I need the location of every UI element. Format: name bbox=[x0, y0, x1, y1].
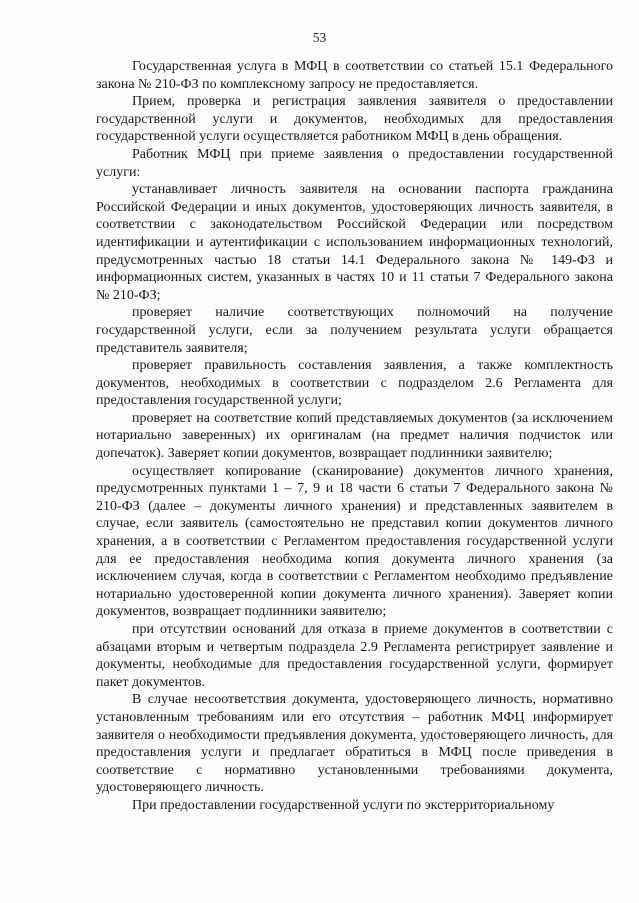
page-number: 53 bbox=[312, 30, 327, 45]
paragraph: При предоставлении государственной услуги по экстерриториальному bbox=[132, 797, 555, 813]
paragraph: Прием, проверка и регистрация заявления заявителя о предоставлении государственной услуги и документов, необходимых для предоставления государственной услуги осуществляется работником МФЦ в день обращения. bbox=[96, 94, 613, 145]
paragraph: В случае несоответствия документа, удостоверяющего личность, нормативно установленным требованиям или его отсутствия – работник МФЦ информирует заявителя о необходимости предъявления документа, удостоверяющего личность, для предоставления услуги и предлагает обратиться в МФЦ после приведения в соответствие с нормативно установленными требованиями документа, удостоверяющего личность. bbox=[96, 692, 613, 796]
paragraph: при отсутствии оснований для отказа в приеме документов в соответствии с абзацами вторым и четвертым подраздела 2.9 Регламента регистрирует заявление и документы, необходимые для предоставления государственной услуги, формирует пакет документов. bbox=[96, 622, 613, 690]
paragraph: Работник МФЦ при приеме заявления о предоставлении государственной услуги: bbox=[96, 146, 613, 180]
paragraph: проверяет на соответствие копий представляемых документов (за исключением нотариально заверенных) их оригиналам (на предмет наличия подчисток или допечаток). Заверяет копии документов, возвращает подлинники заявителю; bbox=[96, 410, 613, 462]
paragraph: Государственная услуга в МФЦ в соответствии со статьей 15.1 Федерального закона № 210-ФЗ по комплексному запросу не предоставляется. bbox=[96, 59, 613, 92]
paragraph: проверяет правильность составления заявления, а также комплектность документов, необходимых в соответствии с подразделом 2.6 Регламента для предоставления государственной услуги; bbox=[96, 358, 613, 409]
paragraph: устанавливает личность заявителя на основании паспорта гражданина Российской Федерации и иных документов, удостоверяющих личность заявителя, в соответствии с законодательством Российской Федерации или посредством идентификации и аутентификации с использованием информационных технологий, предусмотренных частью 18 статьи 14.1 Федерального закона № 149-ФЗ и информационных систем, указанных в частях 10 и 11 статьи 7 Федерального закона № 210-ФЗ; bbox=[96, 182, 613, 303]
paragraph: осуществляет копирование (сканирование) документов личного хранения, предусмотренных пунктами 1 – 7, 9 и 18 части 6 статьи 7 Федерального закона № 210-ФЗ (далее – документы личного хранения) и представленных заявителем в случае, если заявитель (самостоятельно не представил копии документов личного хранения, а в соответствии с Регламентом предоставления государственной услуги для ее предоставления необходима копия документа личного хранения (за исключением случая, когда в соответствии с Регламентом необходимо предъявление нотариально удостоверенной копии документа личного хранения). Заверяет копии документов, возвращает подлинники заявителю; bbox=[96, 463, 613, 620]
paragraph: проверяет наличие соответствующих полномочий на получение государственной услуги, если за получением результата услуги обращается представитель заявителя; bbox=[96, 305, 613, 356]
document-body bbox=[96, 58, 613, 815]
